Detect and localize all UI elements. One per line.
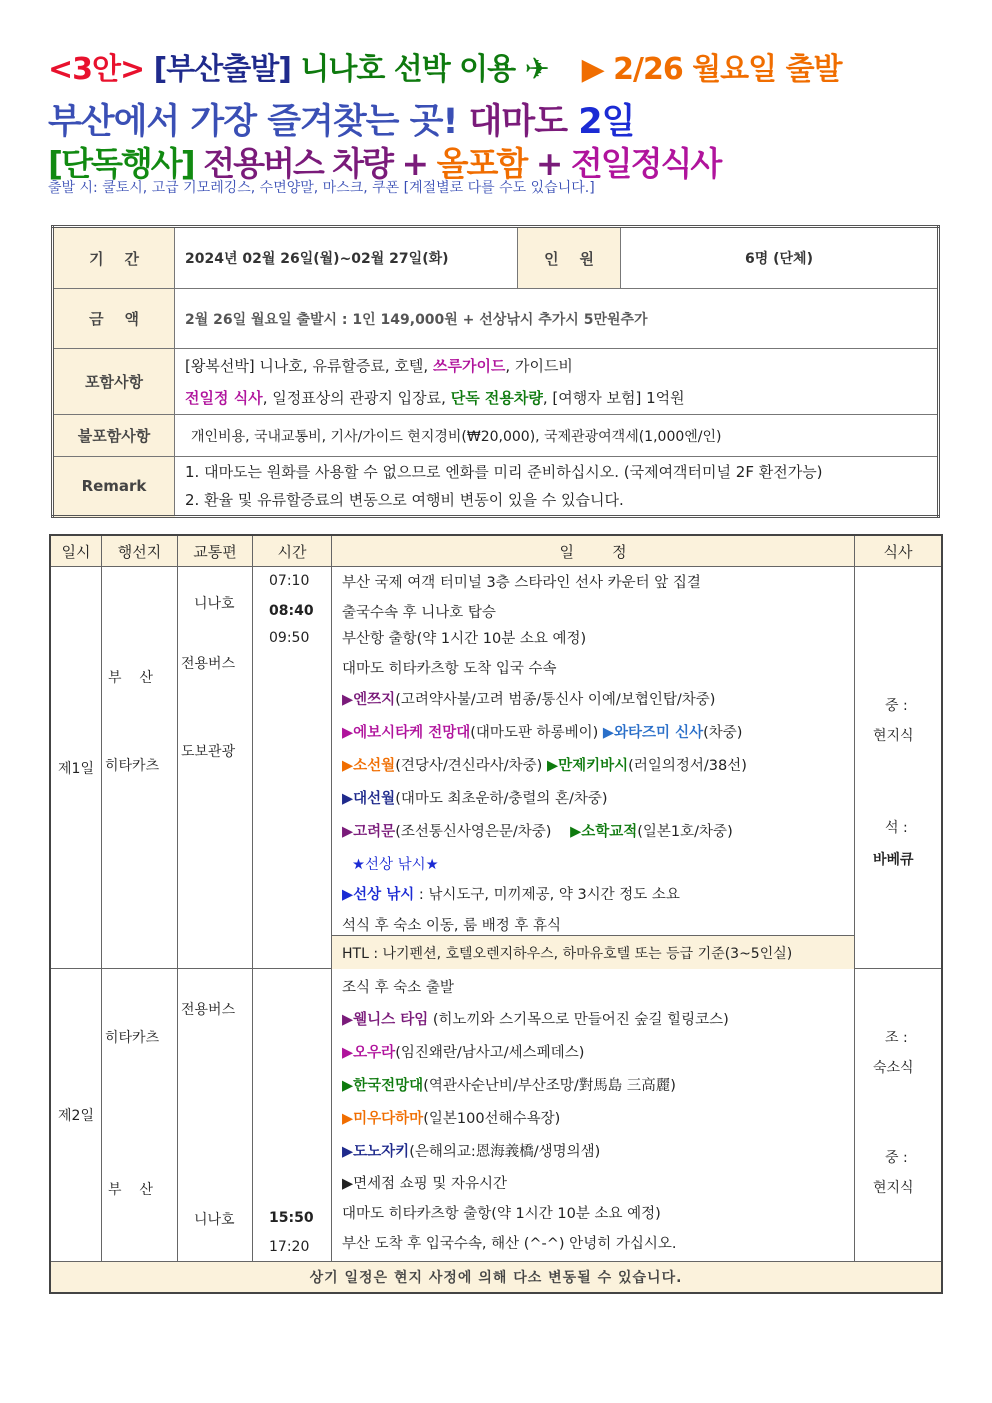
arrow-icon: ▶: [342, 1012, 354, 1028]
meal-dinner-value: 바베큐: [873, 852, 914, 868]
itinerary-line: [342, 1107, 560, 1128]
itinerary-line: 부산 도착 후 입국수속, 해산 (^-^) 안녕히 가십시오.: [342, 1236, 677, 1252]
airplane-icon: ✈: [524, 52, 549, 87]
price-label: 금 액: [53, 289, 175, 349]
people-value: 6명 (단체): [621, 227, 939, 289]
day-2-itinerary: [332, 969, 855, 1262]
plus-sign: +: [401, 144, 428, 183]
itinerary-line: [342, 820, 733, 841]
spot-name: 소학교적: [581, 824, 638, 840]
itinerary-line: 석식 후 숙소 이동, 룸 배정 후 휴식: [342, 918, 561, 934]
included-value: [175, 349, 939, 415]
plan-label: <3안>: [48, 52, 145, 87]
itinerary-line: [342, 1172, 507, 1193]
itinerary-line: 대마도 히타카츠항 도착 입국 수속: [342, 661, 557, 677]
arrow-icon: ▶: [342, 692, 354, 708]
time-1550: 15:50: [269, 1210, 314, 1226]
spot-desc: (조선통신사영은문/차중): [395, 824, 552, 840]
included-text: , 일정표상의 관광지 입장료,: [262, 388, 446, 407]
itinerary-line: 대마도 히타카츠항 출항(약 1시간 10분 소요 예정): [342, 1206, 661, 1222]
included-highlight: 전일정 식사: [185, 388, 263, 407]
tour-info-table: [51, 225, 940, 518]
schedule-footnote: 상기 일정은 현지 사정에 의해 다소 변동될 수 있습니다.: [50, 1262, 942, 1294]
arrow-icon: ▶: [342, 791, 354, 807]
day-2-meals: [855, 969, 943, 1262]
included-text: [왕복선박] 니나호, 유류할증료, 호텔,: [185, 356, 429, 375]
included-label: 포함사항: [53, 349, 175, 415]
bus-label: 전용버스 차량: [203, 144, 392, 183]
included-highlight: 쓰루가이드: [432, 356, 506, 375]
spot-desc: (히노끼와 스기목으로 만들어진 숲길 힐링코스): [428, 1012, 729, 1028]
spot-name: 와타즈미 신사: [614, 725, 704, 741]
price-value: 2월 26일 월요일 출발시 : 1인 149,000원 + 선상낚시 추가시 5만원추가: [175, 289, 939, 349]
col-date: 일시: [50, 535, 102, 567]
fishing-banner: ★선상 낚시★: [352, 857, 439, 873]
remark-value: [175, 457, 939, 517]
itinerary-line: 조식 후 숙소 출발: [342, 980, 454, 996]
arrow-icon: ▶: [342, 725, 354, 741]
spot-desc: (고려약사불/고려 범종/통신사 이예/보협인탑/차중): [395, 692, 716, 708]
departure-date: 2/26 월요일 출발: [613, 52, 842, 87]
arrow-icon: ▶: [570, 824, 582, 840]
itinerary-line: [342, 1008, 729, 1029]
hotel-info: [332, 935, 854, 969]
meal-lunch-label: 중 :: [885, 1150, 908, 1166]
day-1-itinerary: [332, 567, 855, 969]
spot-desc: (역관사순난비/부산조망/對馬島 三高麗): [423, 1078, 676, 1094]
day-2-transport: [178, 969, 253, 1262]
col-transport: 교통편: [178, 535, 253, 567]
itinerary-line: 부산 국제 여객 터미널 3층 스타라인 선사 카운터 앞 집결: [342, 575, 701, 591]
spot-desc: (대마도판 하롱베이): [470, 725, 599, 741]
itinerary-line: [342, 721, 742, 742]
all-included-label: 올포함: [436, 144, 527, 183]
spot-desc: (은해의교:恩海義橋/생명의샘): [409, 1144, 601, 1160]
exclusive-tag: [단독행사]: [48, 144, 194, 183]
spot-name: 선상 낚시: [353, 887, 415, 903]
spot-desc: (러일의정서/38선): [628, 758, 747, 774]
spot-desc: (차중): [703, 725, 743, 741]
spot-name: 웰니스 타임: [353, 1012, 429, 1028]
plus-sign: +: [535, 144, 562, 183]
excluded-value: 개인비용, 국내교통비, 기사/가이드 현지경비(₩20,000), 국제관광여객세(1,000엔/인): [175, 415, 939, 457]
day-1-destination: [102, 567, 178, 969]
spot-desc: (대마도 최초운하/충렬의 혼/차중): [395, 791, 608, 807]
spot-desc: (일본1호/차중): [637, 824, 733, 840]
transport-bus: 전용버스: [181, 656, 236, 672]
day-2-destination: [102, 969, 178, 1262]
itinerary-table: [49, 534, 943, 1294]
remark-line: 2. 환율 및 유류할증료의 변동으로 여행비 변동이 있을 수 있습니다.: [185, 491, 624, 509]
meal-lunch-value: 현지식: [873, 1180, 914, 1196]
itinerary-line: [342, 883, 680, 904]
spot-desc: (임진왜란/남사고/세스페데스): [395, 1045, 585, 1061]
col-itinerary: 일 정: [332, 535, 855, 567]
arrow-icon: ▶: [581, 52, 604, 87]
col-meals: 식사: [855, 535, 943, 567]
day-1-label: 제1일: [50, 567, 102, 969]
spot-desc: (견당사/견신라사/차중): [395, 758, 543, 774]
arrow-icon: ▶: [342, 824, 354, 840]
spot-name: 소선월: [353, 758, 396, 774]
meal-lunch-value: 현지식: [873, 728, 914, 744]
itinerary-line: [342, 754, 747, 775]
col-destination: 행선지: [102, 535, 178, 567]
spot-name: 도노자키: [353, 1144, 410, 1160]
spot-name: 엔쯔지: [353, 692, 396, 708]
time-0840: 08:40: [269, 603, 314, 619]
title-tagline: 부산에서 가장 즐겨찾는 곳!: [48, 102, 458, 142]
meal-breakfast-value: 숙소식: [873, 1060, 914, 1076]
hotel-text: HTL : 나기펜션, 호텔오렌지하우스, 하마유호텔 또는 등급 기준(3~5인실): [342, 946, 793, 962]
arrow-icon: ▶: [546, 758, 559, 774]
meals-label: 전일정식사: [570, 144, 721, 183]
time-0950: 09:50: [269, 630, 310, 646]
spot-name: 대선월: [353, 791, 396, 807]
spot-desc: : 낚시도구, 미끼제공, 약 3시간 정도 소요: [418, 887, 680, 903]
depart-tag: [부산출발]: [153, 52, 291, 87]
itinerary-line: [342, 787, 608, 808]
time-1720: 17:20: [269, 1239, 310, 1255]
departure-gifts: 출발 시: 쿨토시, 고급 기모레깅스, 수면양말, 마스크, 쿠폰 [계절별로 다를 수도 있습니다.]: [48, 180, 595, 196]
day-2-times: [253, 969, 332, 1262]
arrow-icon: ▶: [342, 758, 354, 774]
title-duration: 2일: [578, 102, 635, 142]
place-busan: 부 산: [108, 1182, 153, 1198]
transport-bus: 전용버스: [181, 1002, 236, 1018]
spot-desc: 면세점 쇼핑 및 자유시간: [353, 1176, 508, 1192]
included-highlight: 단독 전용차량: [450, 388, 543, 407]
arrow-icon: ▶: [342, 1176, 354, 1192]
day-1-row: [50, 567, 942, 969]
period-value: 2024년 02월 26일(월)~02월 27일(화): [175, 227, 518, 289]
transport-nina: 니나호: [194, 1212, 235, 1228]
place-hitakatsu: 히타카츠: [105, 1030, 160, 1046]
remark-label: Remark: [53, 457, 175, 517]
meal-dinner-label: 석 :: [885, 820, 908, 836]
remark-line: 1. 대마도는 원화를 사용할 수 없으므로 엔화를 미리 준비하십시오. (국제여객터미널 2F 환전가능): [185, 463, 823, 481]
included-text: , 가이드비: [505, 356, 573, 375]
arrow-icon: ▶: [342, 1144, 354, 1160]
arrow-icon: ▶: [602, 725, 615, 741]
arrow-icon: ▶: [342, 1045, 354, 1061]
spot-name: 오우라: [353, 1045, 396, 1061]
place-hitakatsu: 히타카츠: [105, 758, 160, 774]
day-1-transport: [178, 567, 253, 969]
day-1-meals: [855, 567, 943, 969]
itinerary-line: [342, 688, 715, 709]
included-text: , [여행자 보험] 1억원: [542, 388, 685, 407]
itinerary-line: 출국수속 후 니나호 탑승: [342, 605, 496, 621]
transport-nina: 니나호: [194, 596, 235, 612]
title-destination: 대마도: [468, 102, 568, 142]
spot-desc: (일본100선해수욕장): [423, 1111, 561, 1127]
itinerary-line: [342, 1074, 676, 1095]
spot-name: 미우다하마: [353, 1111, 424, 1127]
place-busan: 부 산: [108, 670, 153, 686]
itinerary-line: [342, 1140, 600, 1161]
excluded-label: 불포함사항: [53, 415, 175, 457]
title-line-1: [48, 44, 842, 88]
title-line-2: [48, 94, 634, 144]
spot-name: 한국전망대: [353, 1078, 424, 1094]
period-label: 기 간: [53, 227, 175, 289]
day-1-times: [253, 567, 332, 969]
time-0710: 07:10: [269, 573, 310, 589]
spot-name: 에보시타케 전망대: [353, 725, 471, 741]
arrow-icon: ▶: [342, 1111, 354, 1127]
itinerary-line: 부산항 출항(약 1시간 10분 소요 예정): [342, 631, 587, 647]
arrow-icon: ▶: [342, 887, 354, 903]
people-label: 인 원: [518, 227, 621, 289]
itinerary-line: [342, 1041, 584, 1062]
col-time: 시간: [253, 535, 332, 567]
spot-name: 만제키바시: [558, 758, 629, 774]
spot-name: 고려문: [353, 824, 396, 840]
meal-breakfast-label: 조 :: [885, 1030, 908, 1046]
day-2-label: 제2일: [50, 969, 102, 1262]
day-2-row: [50, 969, 942, 1262]
ship-label: 니나호 선박 이용: [300, 52, 516, 87]
transport-walk: 도보관광: [181, 744, 236, 760]
arrow-icon: ▶: [342, 1078, 354, 1094]
meal-lunch-label: 중 :: [885, 698, 908, 714]
